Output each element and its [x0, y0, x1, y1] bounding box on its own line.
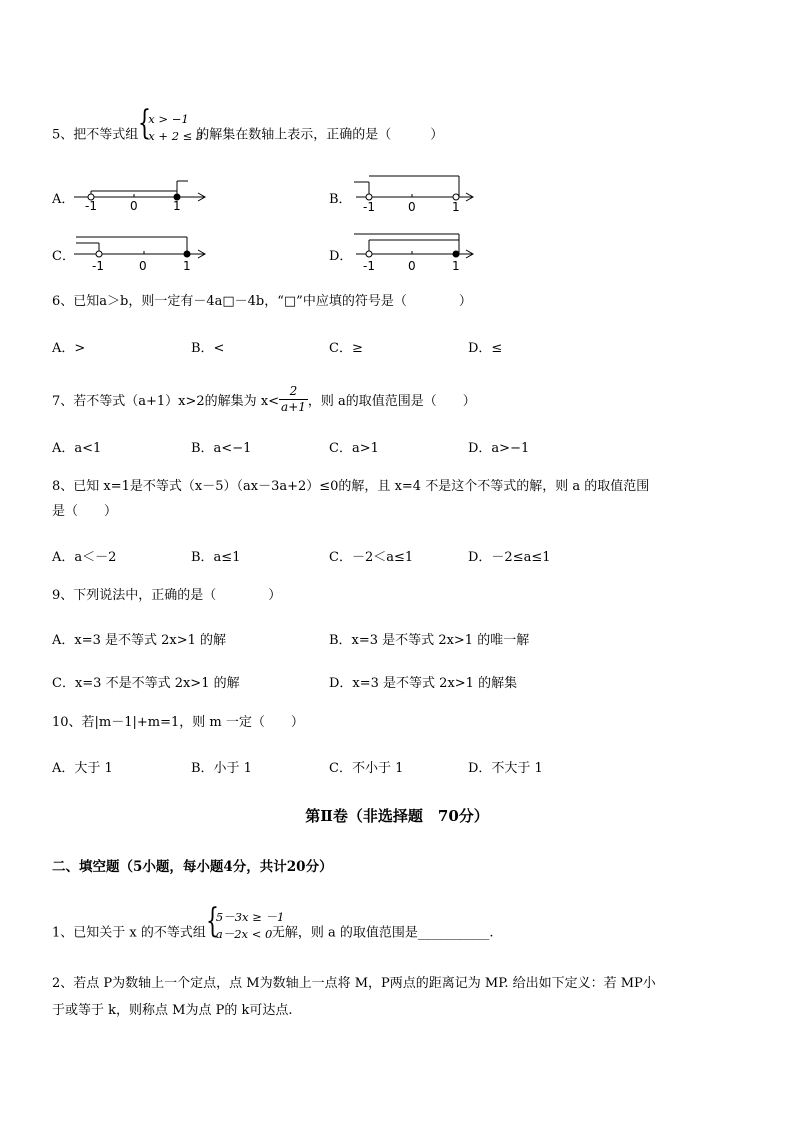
option-c: C．≥	[329, 341, 363, 356]
question-8-stem-line-2: 是（ ）	[52, 504, 118, 519]
option-b: B．<	[191, 341, 225, 356]
tick-label: -1	[363, 259, 375, 273]
question-6-options	[52, 337, 752, 355]
number-line-a	[70, 178, 210, 214]
option-c: C．x=3 不是不等式 2x>1 的解	[52, 676, 240, 691]
inequality-system: { x > −1 x + 2 ≤ 3	[138, 103, 204, 143]
option-b: B．x=3 是不等式 2x>1 的唯一解	[329, 633, 530, 648]
q5-suffix: 的解集在数轴上表示，正确的是（ ）	[196, 127, 444, 143]
option-c: C．－2＜a≤1	[329, 550, 414, 565]
question-6-stem: 6、已知a＞b，则一定有－4a□－4b，“□”中应填的符号是（ ）	[52, 294, 472, 309]
fill-in-2-line-1: 2、若点 P为数轴上一个定点，点 M为数轴上一点将 M，P两点的距离记为 MP. 给出如下定义：若 MP小	[52, 976, 656, 991]
question-9-options-row-1	[52, 629, 752, 647]
tick-label: -1	[92, 259, 104, 273]
question-10-options	[52, 757, 752, 775]
tick-label: 0	[139, 259, 147, 273]
number-line-d	[350, 230, 480, 274]
fill-in-1-stem	[52, 901, 494, 950]
option-a: A．a<1	[52, 441, 102, 456]
option-b: B．小于 1	[191, 761, 252, 776]
q7-suffix: ，则 a的取值范围是（ ）	[307, 394, 476, 409]
inequality-system: { 5－3x ≥ －1 a－2x < 0	[205, 901, 285, 941]
tick-label: -1	[363, 200, 375, 214]
question-8-stem-line-1: 8、已知 x=1是不等式（x－5）（ax－3a+2）≤0的解，且 x=4 不是这个不等式的解，则 a 的取值范围	[52, 479, 650, 494]
option-c: C．不小于 1	[329, 761, 404, 776]
fill-in-2-line-2: 于或等于 k，则称点 M为点 P的 k可达点.	[52, 1003, 293, 1018]
q5-prefix: 5、把不等式组	[52, 127, 139, 143]
option-a: A．a＜－2	[52, 550, 117, 565]
number-line-c	[70, 233, 210, 273]
option-d: D．不大于 1	[468, 761, 543, 776]
option-a: A．>	[52, 341, 86, 356]
question-7-stem	[52, 386, 476, 417]
option-a: A．大于 1	[52, 761, 113, 776]
option-a: A．x=3 是不等式 2x>1 的解	[52, 633, 227, 648]
tick-label: 1	[452, 259, 460, 273]
tick-label: 0	[130, 199, 138, 213]
system-line-1: x > −1	[148, 112, 189, 126]
option-b-label: B．	[329, 192, 352, 207]
tick-label: -1	[85, 199, 97, 213]
option-a-label: A．	[52, 192, 75, 207]
tick-label: 1	[173, 199, 181, 213]
question-5-stem	[52, 103, 444, 152]
tick-label: 1	[452, 200, 460, 214]
tick-label: 1	[183, 259, 191, 273]
option-d: D．x=3 是不等式 2x>1 的解集	[329, 676, 518, 691]
f1-suffix: 无解，则 a 的取值范围是___________.	[271, 925, 494, 941]
f1-prefix: 1、已知关于 x 的不等式组	[52, 925, 206, 941]
section-2-heading: 二、填空题（5小题，每小题4分，共计20分）	[52, 859, 333, 875]
question-9-options-row-2	[52, 672, 752, 690]
number-line-b	[350, 174, 480, 214]
question-8-options	[52, 546, 752, 564]
option-c: C．a>1	[329, 441, 379, 456]
question-7-options	[52, 437, 752, 455]
system-line-1: 5－3x ≥ －1	[215, 910, 285, 924]
option-b: B．a≤1	[191, 550, 241, 565]
fraction-denominator: a+1	[281, 400, 306, 414]
option-d: D．－2≤a≤1	[468, 550, 551, 565]
fraction-numerator: 2	[279, 384, 308, 400]
option-d: D．a>−1	[468, 441, 530, 456]
tick-label: 0	[408, 259, 416, 273]
option-d: D．≤	[468, 341, 503, 356]
option-b: B．a<−1	[191, 441, 252, 456]
fraction	[279, 384, 308, 415]
question-9-stem: 9、下列说法中，正确的是（ ）	[52, 588, 282, 603]
question-10-stem: 10、若|m－1|+m=1，则 m 一定（ ）	[52, 715, 304, 730]
system-line-2: x + 2 ≤ 3	[148, 129, 204, 143]
tick-label: 0	[408, 200, 416, 214]
part-2-title: 第Ⅱ卷（非选择题 70分）	[305, 807, 489, 825]
option-c-label: C．	[52, 249, 75, 264]
system-line-2: a－2x < 0	[215, 927, 273, 941]
q7-prefix: 7、若不等式（a+1）x>2的解集为 x<	[52, 394, 280, 409]
option-d-label: D．	[329, 249, 353, 264]
